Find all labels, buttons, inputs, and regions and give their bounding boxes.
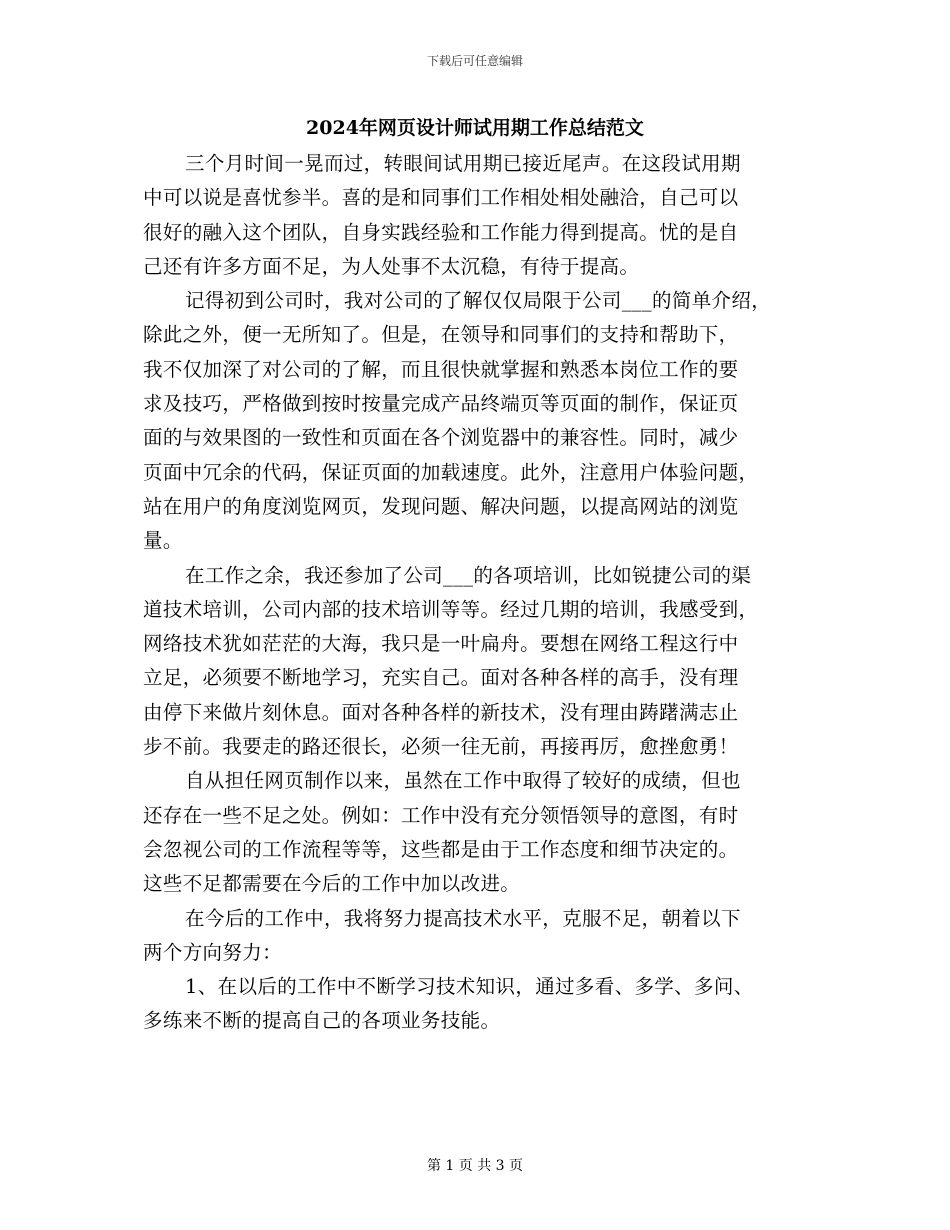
paragraph-line: 道技术培训，公司内部的技术培训等等。经过几期的培训，我感受到， (143, 597, 759, 621)
paragraph-line: 在今后的工作中，我将努力提高技术水平，克服不足，朝着以下 (185, 906, 741, 930)
paragraph-line: 多练来不断的提高自己的各项业务技能。 (143, 1009, 501, 1033)
paragraph-line: 立足，必须要不断地学习，充实自己。面对各种各样的高手，没有理 (143, 666, 739, 690)
paragraph-line: 在工作之余，我还参加了公司___的各项培训，比如锐捷公司的渠 (185, 563, 752, 587)
paragraph-line: 面的与效果图的一致性和页面在各个浏览器中的兼容性。同时，减少 (143, 426, 739, 450)
document-title: 2024年网页设计师试用期工作总结范文 (306, 117, 644, 139)
paragraph-line: 步不前。我要走的路还很长，必须一往无前，再接再厉，愈挫愈勇！ (143, 735, 739, 759)
paragraph-line: 还存在一些不足之处。例如：工作中没有充分领悟领导的意图，有时 (143, 803, 739, 827)
paragraph-line: 1、在以后的工作中不断学习技术知识，通过多看、多学、多问、 (185, 975, 754, 999)
paragraph-line: 两个方向努力： (143, 940, 282, 964)
paragraph-line: 由停下来做片刻休息。面对各种各样的新技术，没有理由踌躇满志止 (143, 700, 739, 724)
paragraph-line: 三个月时间一晃而过，转眼间试用期已接近尾声。在这段试用期 (185, 152, 741, 175)
paragraph-line: 这些不足都需要在今后的工作中加以改进。 (143, 872, 521, 896)
paragraph-line: 中可以说是喜忧参半。喜的是和同事们工作相处相处融洽，自己可以 (143, 186, 739, 210)
paragraph-line: 己还有许多方面不足，为人处事不太沉稳，有待于提高。 (143, 254, 640, 278)
paragraph-line: 很好的融入这个团队，自身实践经验和工作能力得到提高。忧的是自 (143, 220, 739, 244)
page-number: 第 1 页 共 3 页 (426, 1158, 524, 1174)
header-note: 下载后可任意编辑 (426, 54, 523, 68)
paragraph-line: 网络技术犹如茫茫的大海，我只是一叶扁舟。要想在网络工程这行中 (143, 632, 739, 656)
paragraph-line: 自从担任网页制作以来，虽然在工作中取得了较好的成绩，但也 (185, 769, 741, 793)
document-body (143, 147, 833, 1039)
paragraph-line: 我不仅加深了对公司的了解，而且很快就掌握和熟悉本岗位工作的要 (143, 357, 739, 381)
paragraph-line: 记得初到公司时，我对公司的了解仅仅局限于公司___的简单介绍， (185, 289, 772, 313)
paragraph-line: 会忽视公司的工作流程等等，这些都是由于工作态度和细节决定的。 (143, 837, 739, 861)
paragraph-line: 求及技巧，严格做到按时按量完成产品终端页等页面的制作，保证页 (143, 392, 739, 416)
paragraph-line: 量。 (143, 529, 183, 553)
paragraph-line: 除此之外，便一无所知了。但是，在领导和同事们的支持和帮助下， (143, 323, 739, 347)
paragraph-line: 页面中冗余的代码，保证页面的加载速度。此外，注意用户体验问题， (143, 460, 759, 484)
paragraph-line: 站在用户的角度浏览网页，发现问题、解决问题，以提高网站的浏览 (143, 494, 739, 518)
